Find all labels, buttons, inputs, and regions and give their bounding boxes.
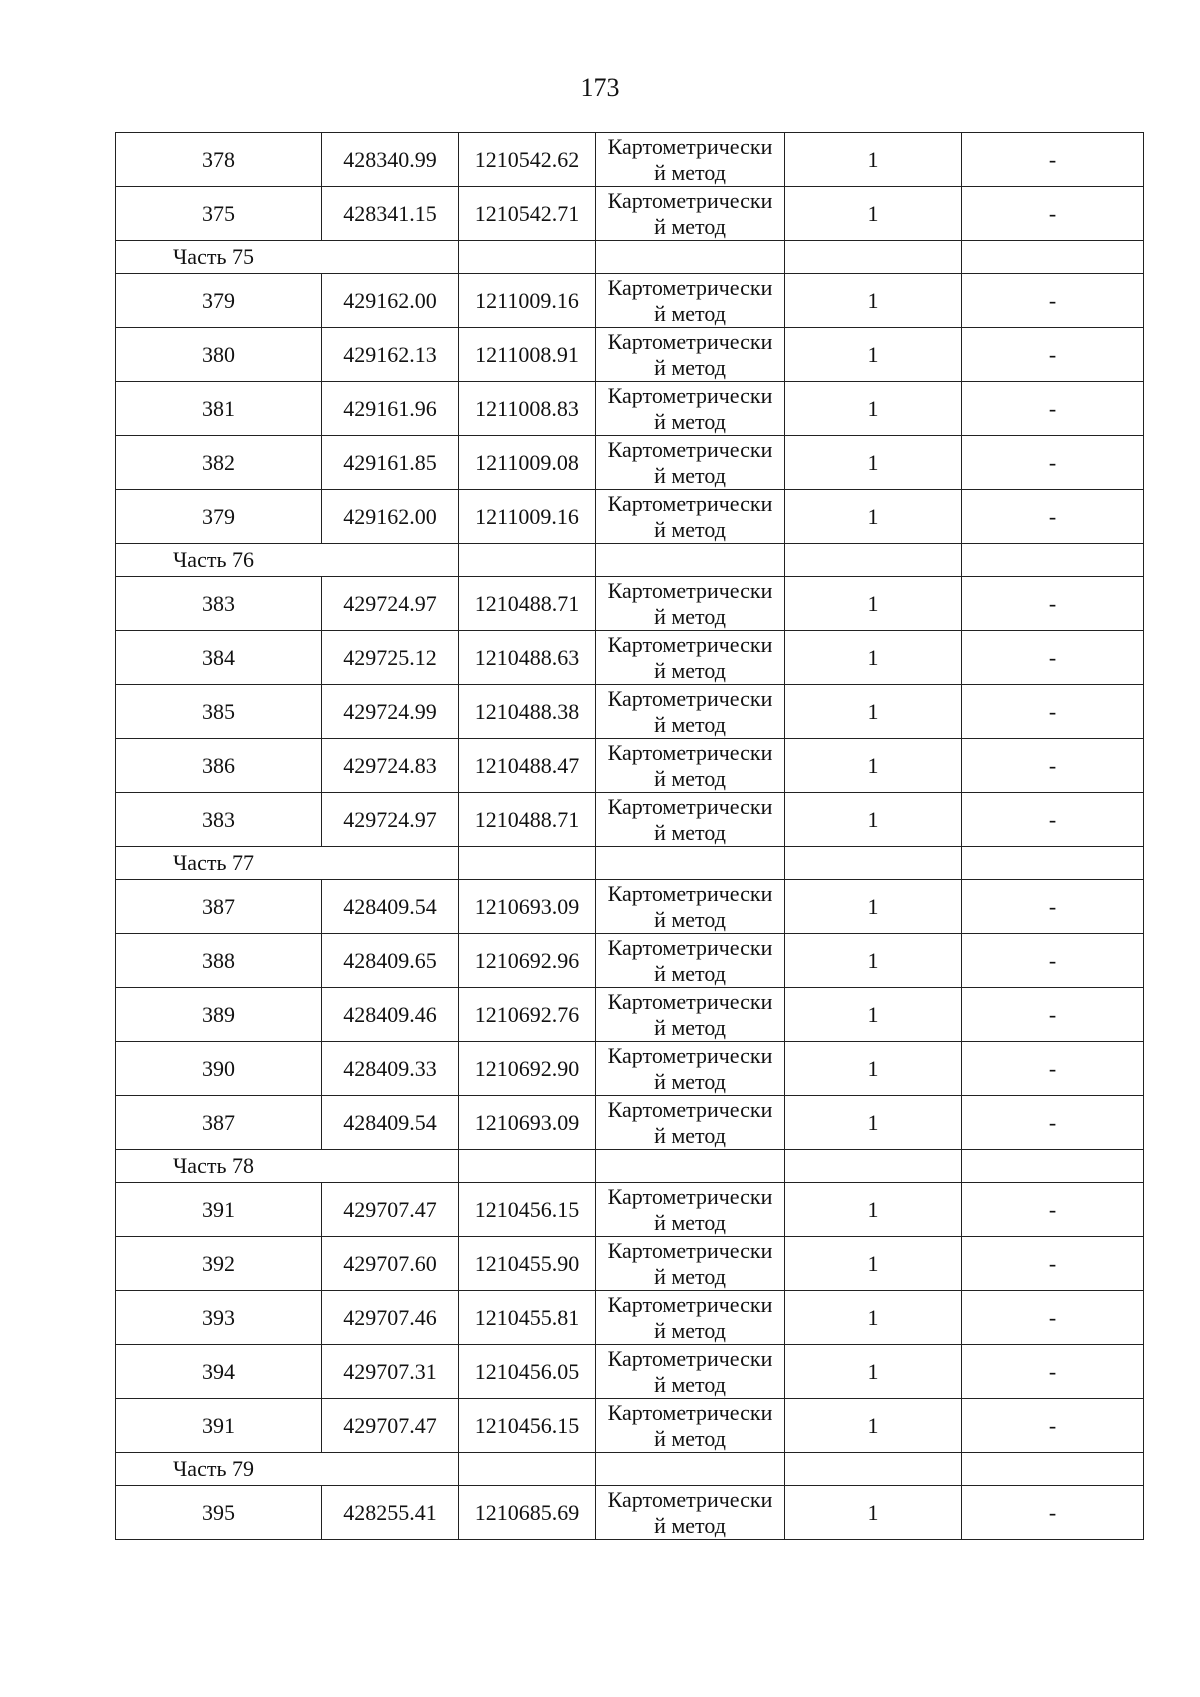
empty-cell: [962, 241, 1144, 274]
method-text-line2: й метод: [654, 300, 726, 326]
y-coordinate-cell: 1210455.81: [459, 1291, 596, 1345]
table-row: [116, 988, 1144, 1042]
method-cell: [596, 988, 785, 1042]
x-coordinate-cell: 428409.65: [322, 934, 459, 988]
accuracy-cell: 1: [785, 187, 962, 241]
method-text-line1: Картометрически: [607, 880, 773, 906]
part-label: Часть 76: [116, 544, 459, 577]
empty-cell: [785, 241, 962, 274]
point-number-cell: 392: [116, 1237, 322, 1291]
point-number-cell: 380: [116, 328, 322, 382]
point-number-cell: 381: [116, 382, 322, 436]
note-cell: -: [962, 739, 1144, 793]
method-text-line1: Картометрически: [607, 382, 773, 408]
accuracy-cell: 1: [785, 1042, 962, 1096]
method-cell: [596, 739, 785, 793]
accuracy-cell: 1: [785, 328, 962, 382]
table-row: [116, 382, 1144, 436]
method-text-line2: й метод: [654, 1122, 726, 1148]
table-row: [116, 1183, 1144, 1237]
table-row: [116, 133, 1144, 187]
method-text-line1: Картометрически: [607, 739, 773, 765]
accuracy-cell: 1: [785, 382, 962, 436]
accuracy-cell: 1: [785, 934, 962, 988]
note-cell: -: [962, 1183, 1144, 1237]
empty-cell: [596, 544, 785, 577]
method-cell: [596, 880, 785, 934]
empty-cell: [459, 544, 596, 577]
empty-cell: [596, 1453, 785, 1486]
note-cell: -: [962, 793, 1144, 847]
point-number-cell: 383: [116, 577, 322, 631]
method-text-line2: й метод: [654, 711, 726, 737]
y-coordinate-cell: 1210542.62: [459, 133, 596, 187]
note-cell: -: [962, 1291, 1144, 1345]
empty-cell: [459, 1453, 596, 1486]
x-coordinate-cell: 429707.31: [322, 1345, 459, 1399]
method-text-line1: Картометрически: [607, 793, 773, 819]
part-label: Часть 77: [116, 847, 459, 880]
method-cell: [596, 1345, 785, 1399]
note-cell: -: [962, 631, 1144, 685]
empty-cell: [459, 1150, 596, 1183]
x-coordinate-cell: 429724.99: [322, 685, 459, 739]
note-cell: -: [962, 274, 1144, 328]
method-text-line2: й метод: [654, 657, 726, 683]
y-coordinate-cell: 1210488.63: [459, 631, 596, 685]
point-number-cell: 387: [116, 880, 322, 934]
point-number-cell: 394: [116, 1345, 322, 1399]
part-header-row: [116, 241, 1144, 274]
method-text-line2: й метод: [654, 1263, 726, 1289]
note-cell: -: [962, 382, 1144, 436]
x-coordinate-cell: 428409.33: [322, 1042, 459, 1096]
point-number-cell: 390: [116, 1042, 322, 1096]
empty-cell: [785, 544, 962, 577]
x-coordinate-cell: 429162.13: [322, 328, 459, 382]
note-cell: -: [962, 1042, 1144, 1096]
method-text-line2: й метод: [654, 765, 726, 791]
method-cell: [596, 133, 785, 187]
y-coordinate-cell: 1210488.38: [459, 685, 596, 739]
note-cell: -: [962, 328, 1144, 382]
table-row: [116, 1345, 1144, 1399]
accuracy-cell: 1: [785, 631, 962, 685]
method-cell: [596, 1183, 785, 1237]
y-coordinate-cell: 1210456.05: [459, 1345, 596, 1399]
note-cell: -: [962, 934, 1144, 988]
method-cell: [596, 1237, 785, 1291]
x-coordinate-cell: 428409.54: [322, 880, 459, 934]
point-number-cell: 391: [116, 1399, 322, 1453]
method-cell: [596, 1096, 785, 1150]
table-body: [116, 133, 1144, 1540]
method-text-line2: й метод: [654, 1014, 726, 1040]
y-coordinate-cell: 1210685.69: [459, 1486, 596, 1540]
point-number-cell: 389: [116, 988, 322, 1042]
accuracy-cell: 1: [785, 490, 962, 544]
empty-cell: [962, 847, 1144, 880]
empty-cell: [459, 241, 596, 274]
accuracy-cell: 1: [785, 1486, 962, 1540]
accuracy-cell: 1: [785, 1237, 962, 1291]
method-text-line1: Картометрически: [607, 577, 773, 603]
point-number-cell: 379: [116, 490, 322, 544]
method-cell: [596, 1042, 785, 1096]
x-coordinate-cell: 429707.47: [322, 1399, 459, 1453]
point-number-cell: 386: [116, 739, 322, 793]
method-text-line2: й метод: [654, 1425, 726, 1451]
method-text-line1: Картометрически: [607, 436, 773, 462]
note-cell: -: [962, 1486, 1144, 1540]
method-cell: [596, 187, 785, 241]
table-row: [116, 577, 1144, 631]
y-coordinate-cell: 1211009.08: [459, 436, 596, 490]
table-row: [116, 1486, 1144, 1540]
empty-cell: [962, 1150, 1144, 1183]
method-text-line1: Картометрически: [607, 1237, 773, 1263]
method-text-line2: й метод: [654, 960, 726, 986]
table-row: [116, 187, 1144, 241]
point-number-cell: 383: [116, 793, 322, 847]
method-text-line1: Картометрически: [607, 631, 773, 657]
note-cell: -: [962, 1237, 1144, 1291]
accuracy-cell: 1: [785, 739, 962, 793]
note-cell: -: [962, 880, 1144, 934]
table-row: [116, 793, 1144, 847]
table-row: [116, 934, 1144, 988]
empty-cell: [785, 847, 962, 880]
method-text-line2: й метод: [654, 603, 726, 629]
method-text-line2: й метод: [654, 1371, 726, 1397]
x-coordinate-cell: 429707.46: [322, 1291, 459, 1345]
note-cell: -: [962, 1399, 1144, 1453]
method-text-line1: Картометрически: [607, 187, 773, 213]
point-number-cell: 393: [116, 1291, 322, 1345]
x-coordinate-cell: 429707.47: [322, 1183, 459, 1237]
method-cell: [596, 1399, 785, 1453]
method-cell: [596, 382, 785, 436]
y-coordinate-cell: 1210456.15: [459, 1399, 596, 1453]
empty-cell: [962, 1453, 1144, 1486]
table-row: [116, 1291, 1144, 1345]
method-text-line1: Картометрически: [607, 490, 773, 516]
method-text-line2: й метод: [654, 408, 726, 434]
empty-cell: [785, 1150, 962, 1183]
method-text-line2: й метод: [654, 516, 726, 542]
table-row: [116, 1096, 1144, 1150]
x-coordinate-cell: 429162.00: [322, 490, 459, 544]
x-coordinate-cell: 429161.96: [322, 382, 459, 436]
method-text-line1: Картометрически: [607, 685, 773, 711]
y-coordinate-cell: 1211009.16: [459, 490, 596, 544]
y-coordinate-cell: 1211008.91: [459, 328, 596, 382]
method-text-line1: Картометрически: [607, 328, 773, 354]
note-cell: -: [962, 187, 1144, 241]
x-coordinate-cell: 428409.46: [322, 988, 459, 1042]
method-text-line2: й метод: [654, 819, 726, 845]
part-label: Часть 78: [116, 1150, 459, 1183]
y-coordinate-cell: 1210693.09: [459, 1096, 596, 1150]
method-text-line2: й метод: [654, 354, 726, 380]
part-label: Часть 79: [116, 1453, 459, 1486]
point-number-cell: 379: [116, 274, 322, 328]
empty-cell: [596, 847, 785, 880]
method-cell: [596, 1291, 785, 1345]
accuracy-cell: 1: [785, 1096, 962, 1150]
part-label: Часть 75: [116, 241, 459, 274]
accuracy-cell: 1: [785, 274, 962, 328]
note-cell: -: [962, 490, 1144, 544]
accuracy-cell: 1: [785, 133, 962, 187]
x-coordinate-cell: 429724.97: [322, 577, 459, 631]
x-coordinate-cell: 429161.85: [322, 436, 459, 490]
x-coordinate-cell: 428255.41: [322, 1486, 459, 1540]
method-cell: [596, 274, 785, 328]
y-coordinate-cell: 1210693.09: [459, 880, 596, 934]
table-row: [116, 436, 1144, 490]
y-coordinate-cell: 1210456.15: [459, 1183, 596, 1237]
note-cell: -: [962, 436, 1144, 490]
note-cell: -: [962, 685, 1144, 739]
method-cell: [596, 793, 785, 847]
method-text-line2: й метод: [654, 462, 726, 488]
method-text-line1: Картометрически: [607, 133, 773, 159]
accuracy-cell: 1: [785, 685, 962, 739]
note-cell: -: [962, 577, 1144, 631]
x-coordinate-cell: 428409.54: [322, 1096, 459, 1150]
y-coordinate-cell: 1211009.16: [459, 274, 596, 328]
empty-cell: [596, 1150, 785, 1183]
method-text-line2: й метод: [654, 1209, 726, 1235]
x-coordinate-cell: 429724.97: [322, 793, 459, 847]
note-cell: -: [962, 988, 1144, 1042]
y-coordinate-cell: 1210488.71: [459, 577, 596, 631]
table-row: [116, 739, 1144, 793]
y-coordinate-cell: 1210692.96: [459, 934, 596, 988]
coordinates-table: [115, 132, 1144, 1540]
method-text-line1: Картометрически: [607, 1183, 773, 1209]
method-text-line2: й метод: [654, 1512, 726, 1538]
method-text-line1: Картометрически: [607, 1345, 773, 1371]
empty-cell: [596, 241, 785, 274]
point-number-cell: 388: [116, 934, 322, 988]
y-coordinate-cell: 1210455.90: [459, 1237, 596, 1291]
method-text-line2: й метод: [654, 1068, 726, 1094]
method-cell: [596, 328, 785, 382]
y-coordinate-cell: 1210542.71: [459, 187, 596, 241]
point-number-cell: 382: [116, 436, 322, 490]
y-coordinate-cell: 1210488.47: [459, 739, 596, 793]
point-number-cell: 378: [116, 133, 322, 187]
method-text-line1: Картометрически: [607, 1042, 773, 1068]
part-header-row: [116, 1453, 1144, 1486]
x-coordinate-cell: 428341.15: [322, 187, 459, 241]
table-row: [116, 880, 1144, 934]
method-cell: [596, 685, 785, 739]
point-number-cell: 375: [116, 187, 322, 241]
method-cell: [596, 577, 785, 631]
accuracy-cell: 1: [785, 793, 962, 847]
method-cell: [596, 1486, 785, 1540]
x-coordinate-cell: 429162.00: [322, 274, 459, 328]
method-cell: [596, 436, 785, 490]
part-header-row: [116, 1150, 1144, 1183]
page-number: 173: [580, 73, 620, 102]
method-text-line1: Картометрически: [607, 1486, 773, 1512]
y-coordinate-cell: 1210488.71: [459, 793, 596, 847]
method-text-line2: й метод: [654, 213, 726, 239]
y-coordinate-cell: 1211008.83: [459, 382, 596, 436]
accuracy-cell: 1: [785, 436, 962, 490]
empty-cell: [962, 544, 1144, 577]
y-coordinate-cell: 1210692.76: [459, 988, 596, 1042]
method-text-line1: Картометрически: [607, 1399, 773, 1425]
table-row: [116, 1399, 1144, 1453]
method-cell: [596, 934, 785, 988]
method-text-line1: Картометрически: [607, 934, 773, 960]
point-number-cell: 395: [116, 1486, 322, 1540]
x-coordinate-cell: 429707.60: [322, 1237, 459, 1291]
accuracy-cell: 1: [785, 880, 962, 934]
x-coordinate-cell: 429724.83: [322, 739, 459, 793]
table-row: [116, 685, 1144, 739]
method-text-line1: Картометрически: [607, 988, 773, 1014]
point-number-cell: 391: [116, 1183, 322, 1237]
accuracy-cell: 1: [785, 1345, 962, 1399]
method-text-line1: Картометрически: [607, 1096, 773, 1122]
note-cell: -: [962, 1345, 1144, 1399]
method-cell: [596, 631, 785, 685]
accuracy-cell: 1: [785, 1291, 962, 1345]
table-row: [116, 328, 1144, 382]
table-row: [116, 274, 1144, 328]
note-cell: -: [962, 1096, 1144, 1150]
method-text-line2: й метод: [654, 906, 726, 932]
table-row: [116, 1042, 1144, 1096]
accuracy-cell: 1: [785, 1399, 962, 1453]
empty-cell: [785, 1453, 962, 1486]
method-cell: [596, 490, 785, 544]
table-row: [116, 490, 1144, 544]
method-text-line1: Картометрически: [607, 274, 773, 300]
point-number-cell: 384: [116, 631, 322, 685]
x-coordinate-cell: 428340.99: [322, 133, 459, 187]
x-coordinate-cell: 429725.12: [322, 631, 459, 685]
method-text-line2: й метод: [654, 159, 726, 185]
accuracy-cell: 1: [785, 1183, 962, 1237]
accuracy-cell: 1: [785, 988, 962, 1042]
accuracy-cell: 1: [785, 577, 962, 631]
note-cell: -: [962, 133, 1144, 187]
part-header-row: [116, 544, 1144, 577]
table-row: [116, 1237, 1144, 1291]
part-header-row: [116, 847, 1144, 880]
table-row: [116, 631, 1144, 685]
empty-cell: [459, 847, 596, 880]
method-text-line2: й метод: [654, 1317, 726, 1343]
y-coordinate-cell: 1210692.90: [459, 1042, 596, 1096]
point-number-cell: 387: [116, 1096, 322, 1150]
point-number-cell: 385: [116, 685, 322, 739]
method-text-line1: Картометрически: [607, 1291, 773, 1317]
